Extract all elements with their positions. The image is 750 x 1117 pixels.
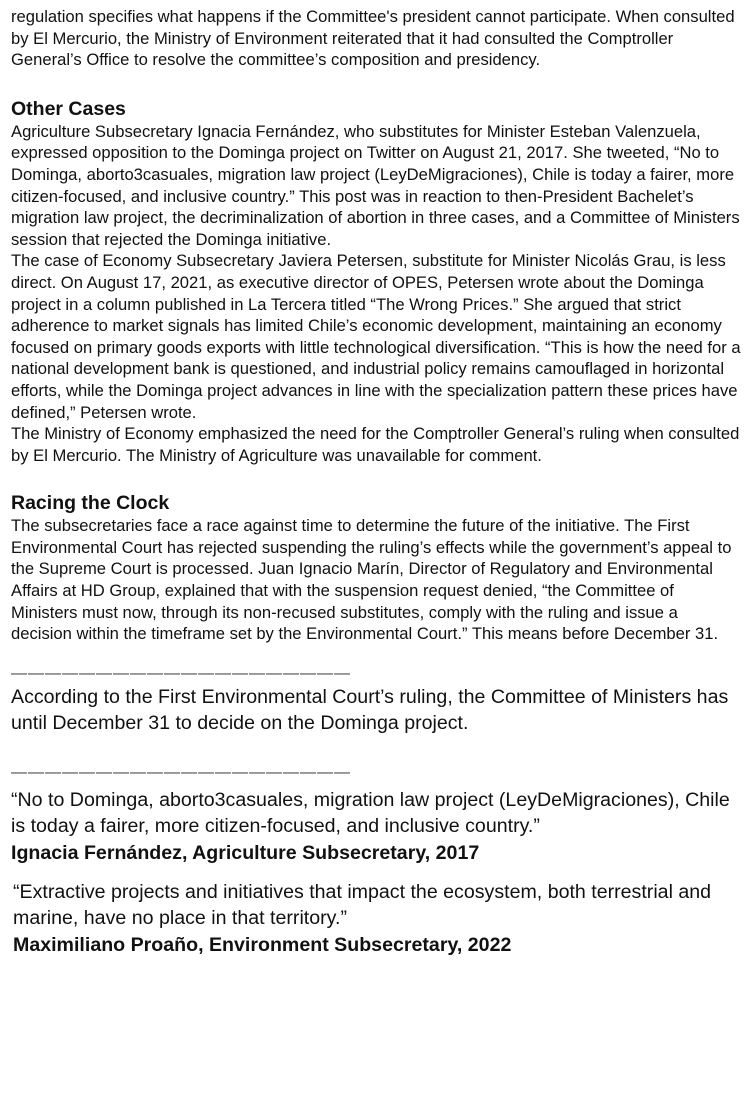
quote-text: “Extractive projects and initiatives that impact the ecosystem, both terrestrial and marine, have no place in that territory.” [13, 880, 712, 930]
quote-attribution: Ignacia Fernández, Agriculture Subsecretary, 2017 [11, 841, 480, 864]
section-heading-other-cases: Other Cases [11, 97, 126, 120]
pull-quote [11, 787, 741, 866]
racing-clock-paragraph: The subsecretaries face a race against time to determine the future of the initiative. The First Environmental Court has rejected suspending the ruling’s effects while the government’s appeal to the Supreme Court is processed. Juan Ignacio Marín, Director of Regulatory and Environmental Affairs at HD Group, explained that with the suspension request denied, “the Committee of Ministers must now, through its non-recused substitutes, comply with the ruling and issue a decision within the timeframe set by the Environmental Court.” This means before December 31. [11, 516, 732, 644]
other-cases-paragraph-1: Agriculture Subsecretary Ignacia Fernández, who substitutes for Minister Esteban Valenzuela, expressed opposition to the Dominga project on Twitter on August 21, 2017. She tweeted, “No to Dominga, aborto3casuales, migration law project (LeyDeMigraciones), Chile is today a fairer, more citizen-focused, and inclusive country.” This post was in reaction to then-President Bachelet’s migration law project, the decriminalization of abortion in three cases, and a Committee of Ministers session that rejected the Dominga initiative. [11, 121, 740, 249]
separator-line: ———————————————————— [11, 763, 351, 781]
quote-attribution: Maximiliano Proaño, Environment Subsecretary, 2022 [13, 933, 512, 956]
other-cases-paragraph-3: The Ministry of Economy emphasized the need for the Comptroller General’s ruling when consulted by El Mercurio. The Ministry of Agriculture was unavailable for comment. [11, 424, 740, 465]
deadline-callout: According to the First Environmental Court’s ruling, the Committee of Ministers has until December 31 to decide on the Dominga project. [11, 685, 729, 735]
article-page [11, 6, 741, 958]
intro-paragraph: regulation specifies what happens if the Committee's president cannot participate. When consulted by El Mercurio, the Ministry of Environment reiterated that it had consulted the Comptroller General’s Office to resolve the committee’s composition and presidency. [11, 7, 735, 70]
separator-line: ———————————————————— [11, 664, 351, 682]
pull-quote [11, 879, 741, 958]
quote-text: “No to Dominga, aborto3casuales, migration law project (LeyDeMigraciones), Chile is today a fairer, more citizen-focused, and inclusive country.” [11, 788, 730, 838]
section-heading-racing-the-clock: Racing the Clock [11, 492, 170, 515]
other-cases-paragraph-2: The case of Economy Subsecretary Javiera Petersen, substitute for Minister Nicolás Grau, is less direct. On August 17, 2021, as executive director of OPES, Petersen wrote about the Dominga project in a column published in La Tercera titled “The Wrong Prices.” She argued that strict adherence to market signals has limited Chile’s economic development, maintaining an economy focused on primary goods exports with little technological diversification. “This is how the need for a national development bank is questioned, and industrial policy remains camouflaged in horizontal efforts, while the Dominga project advances in line with the specialization pattern these prices have defined,” Petersen wrote. [11, 251, 741, 422]
